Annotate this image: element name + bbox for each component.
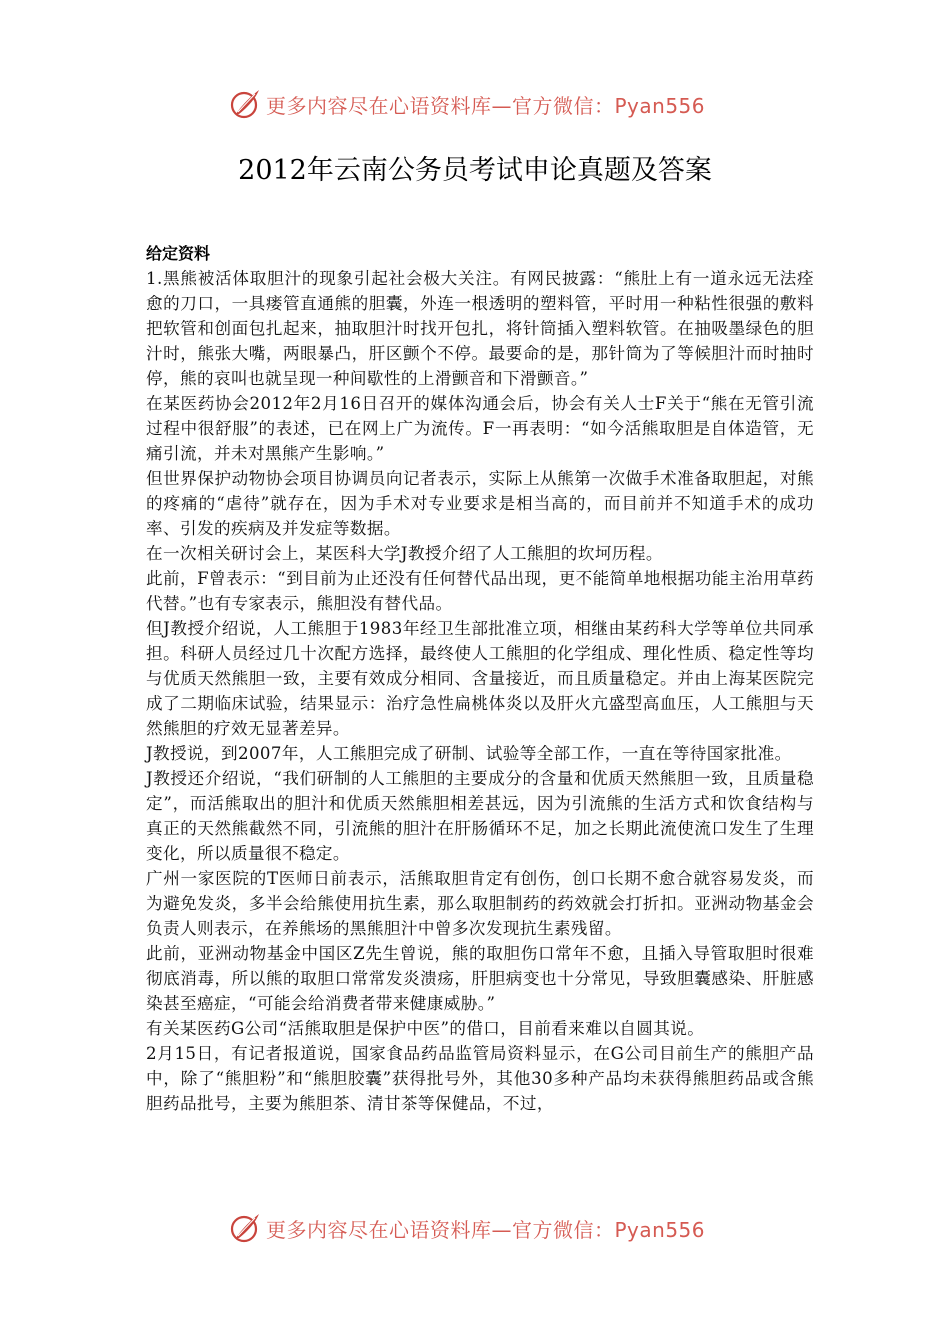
paragraph: 但世界保护动物协会项目协调员向记者表示，实际上从熊第一次做手术准备取胆起，对熊的疼痛的“虐待”就存在，因为手术对专业要求是相当高的，而目前并不知道手术的成功率、引发的疾病及并发症等数据。: [146, 469, 814, 538]
document-body: [146, 241, 814, 1116]
document-title: 2012年云南公务员考试申论真题及答案: [238, 155, 712, 186]
section-heading: 给定资料: [146, 244, 211, 263]
paragraph: 2月15日，有记者报道说，国家食品药品监管局资料显示，在G公司目前生产的熊胆产品中，除了“熊胆粉”和“熊胆胶囊”获得批号外，其他30多种产品均未获得熊胆药品或含熊胆药品批号，主要为熊胆茶、清甘茶等保健品，不过，: [146, 1044, 814, 1113]
paragraph: J教授还介绍说，“我们研制的人工熊胆的主要成分的含量和优质天然熊胆一致，且质量稳定”，而活熊取出的胆汁和优质天然熊胆相差甚远，因为引流熊的生活方式和饮食结构与真正的天然熊截然不同，引流熊的胆汁在肝肠循环不足，加之长期此流使流口发生了生理变化，所以质量很不稳定。: [146, 769, 814, 863]
quill-logo-icon: [228, 87, 262, 121]
quill-logo-icon: [228, 1211, 262, 1245]
paragraph: 在某医药协会2012年2月16日召开的媒体沟通会后，协会有关人士F关于“熊在无管引流过程中很舒服”的表述，已在网上广为流传。F一再表明：“如今活熊取胆是自体造管，无痛引流，并未对黑熊产生影响。”: [146, 394, 814, 463]
paragraph: 广州一家医院的T医师日前表示，活熊取胆肯定有创伤，创口长期不愈合就容易发炎，而为避免发炎，多半会给熊使用抗生素，那么取胆制药的药效就会打折扣。亚洲动物基金会负责人则表示，在养熊场的黑熊胆汁中曾多次发现抗生素残留。: [146, 869, 814, 938]
paragraph: 有关某医药G公司“活熊取胆是保护中医”的借口，目前看来难以自圆其说。: [146, 1019, 705, 1038]
paragraph: 在一次相关研讨会上，某医科大学J教授介绍了人工熊胆的坎坷历程。: [146, 544, 663, 563]
paragraph: 1.黑熊被活体取胆汁的现象引起社会极大关注。有网民披露：“熊肚上有一道永远无法痊愈的刀口，一具瘘管直通熊的胆囊，外连一根透明的塑料管，平时用一种粘性很强的敷料把软管和创面包扎起来，抽取胆汁时找开包扎，将针筒插入塑料软管。在抽吸墨绿色的胆汁时，熊张大嘴，两眼暴凸，肝区颤个不停。最要命的是，那针筒为了等候胆汁而时抽时停，熊的哀叫也就呈现一种间歇性的上滑颤音和下滑颤音。”: [146, 269, 814, 388]
watermark-text: 更多内容尽在心语资料库—官方微信：Pyan556: [266, 1217, 706, 1242]
header-watermark-banner: [0, 84, 950, 124]
watermark-text: 更多内容尽在心语资料库—官方微信：Pyan556: [266, 93, 706, 118]
paragraph: 此前，亚洲动物基金中国区Z先生曾说，熊的取胆伤口常年不愈，且插入导管取胆时很难彻底消毒，所以熊的取胆口常常发炎溃疡，肝胆病变也十分常见，导致胆囊感染、肝脏感染甚至癌症，“可能会给消费者带来健康威胁。”: [146, 944, 814, 1013]
paragraph: 但J教授介绍说，人工熊胆于1983年经卫生部批准立项，相继由某药科大学等单位共同承担。科研人员经过几十次配方选择，最终使人工熊胆的化学组成、理化性质、稳定性等均与优质天然熊胆一致，主要有效成分相同、含量接近，而且质量稳定。并由上海某医院完成了二期临床试验，结果显示：治疗急性扁桃体炎以及肝火亢盛型高血压，人工熊胆与天然熊胆的疗效无显著差异。: [146, 619, 814, 738]
paragraph: 此前，F曾表示：“到目前为止还没有任何替代品出现，更不能简单地根据功能主治用草药代替。”也有专家表示，熊胆没有替代品。: [146, 569, 814, 613]
footer-watermark-banner: [0, 1208, 950, 1248]
paragraph: J教授说，到2007年，人工熊胆完成了研制、试验等全部工作，一直在等待国家批准。: [146, 744, 792, 763]
